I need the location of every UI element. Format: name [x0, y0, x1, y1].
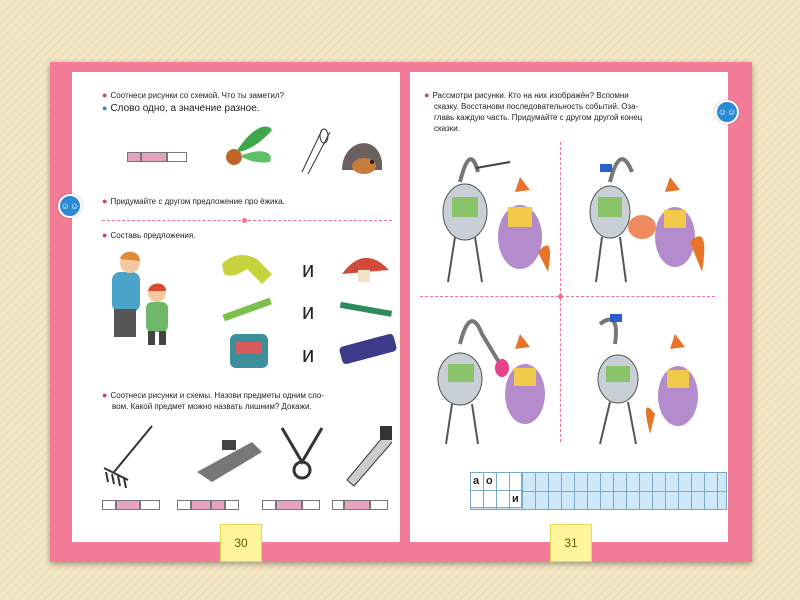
crane-fox-panel-1	[420, 142, 555, 292]
scheme-1	[102, 500, 160, 510]
grid-letter-i: и	[512, 493, 519, 505]
saw-icon	[347, 426, 392, 486]
scheme-3	[262, 500, 320, 510]
objects-column-2	[334, 244, 404, 374]
crane-fox-panel-4	[570, 304, 710, 454]
pencil-icon	[222, 298, 271, 322]
task2-text: ● Придумайте с другом предложение про ёжика.	[102, 196, 285, 206]
conjunction-3: и	[302, 342, 315, 367]
conjunction-2: и	[302, 299, 315, 324]
plane-tool-icon	[197, 440, 262, 482]
tools-row	[102, 422, 392, 492]
scheme-2	[177, 500, 239, 510]
bullet-icon: ●	[102, 196, 108, 206]
crane-fox-panel-2	[570, 142, 710, 292]
divider-dot	[558, 294, 563, 299]
pair-work-icon: ☺☺	[715, 100, 739, 124]
backpack-icon	[230, 334, 268, 368]
bullet-icon: ●	[102, 90, 108, 100]
pen-icon	[340, 302, 392, 317]
pictures-row-1	[212, 122, 382, 182]
task4-text: ● Соотнеси рисунки и схемы. Назови предметы одним сло- вом. Какой предмет можно назвать лишним? Докажи.	[102, 390, 325, 411]
horizontal-divider	[420, 296, 715, 297]
grid-letter-o: о	[486, 475, 493, 487]
needles-leaf-icon	[226, 126, 272, 165]
pair-work-icon: ☺☺	[58, 194, 82, 218]
bullet-icon: ●	[102, 230, 108, 240]
task1-note: ● Слово одно, а значение разное.	[102, 103, 260, 114]
vertical-divider	[560, 142, 561, 442]
divider-dot	[242, 218, 247, 223]
right-page	[410, 72, 737, 550]
rake-icon	[104, 426, 152, 488]
objects-column-1	[212, 244, 292, 374]
page-number-right: 31	[550, 524, 592, 562]
left-page	[60, 72, 400, 550]
page-number-left: 30	[220, 524, 262, 562]
word-scheme	[127, 152, 187, 162]
bullet-icon: ●	[102, 390, 108, 400]
mother-child-picture	[102, 247, 182, 357]
divider	[102, 220, 392, 221]
bullet-icon: ●	[102, 103, 108, 113]
task3-text: ● Составь предложения.	[102, 230, 196, 240]
scheme-4	[332, 500, 388, 510]
crane-fox-panel-3	[420, 304, 555, 454]
scarf-icon	[222, 255, 272, 284]
conjunction-1: и	[302, 257, 315, 282]
grid-letter-a: а	[473, 475, 480, 487]
pliers-icon	[282, 428, 322, 478]
task1-text: ● Соотнеси рисунки со схемой. Что ты заметил?	[102, 90, 284, 100]
mushroom-hat-icon	[342, 258, 389, 282]
pin-needles-icon	[302, 129, 330, 174]
textbook-spread	[50, 62, 752, 562]
right-task-text: ● Рассмотри рисунки. Кто на них изображён? Вспомни сказку. Восстанови последовательность событий. Оза- главь каждую часть. Придумайте с другом другой конец сказки.	[424, 90, 643, 133]
pencil-case-icon	[339, 333, 398, 365]
hedgehog-icon	[342, 143, 382, 174]
bullet-icon: ●	[424, 90, 430, 100]
